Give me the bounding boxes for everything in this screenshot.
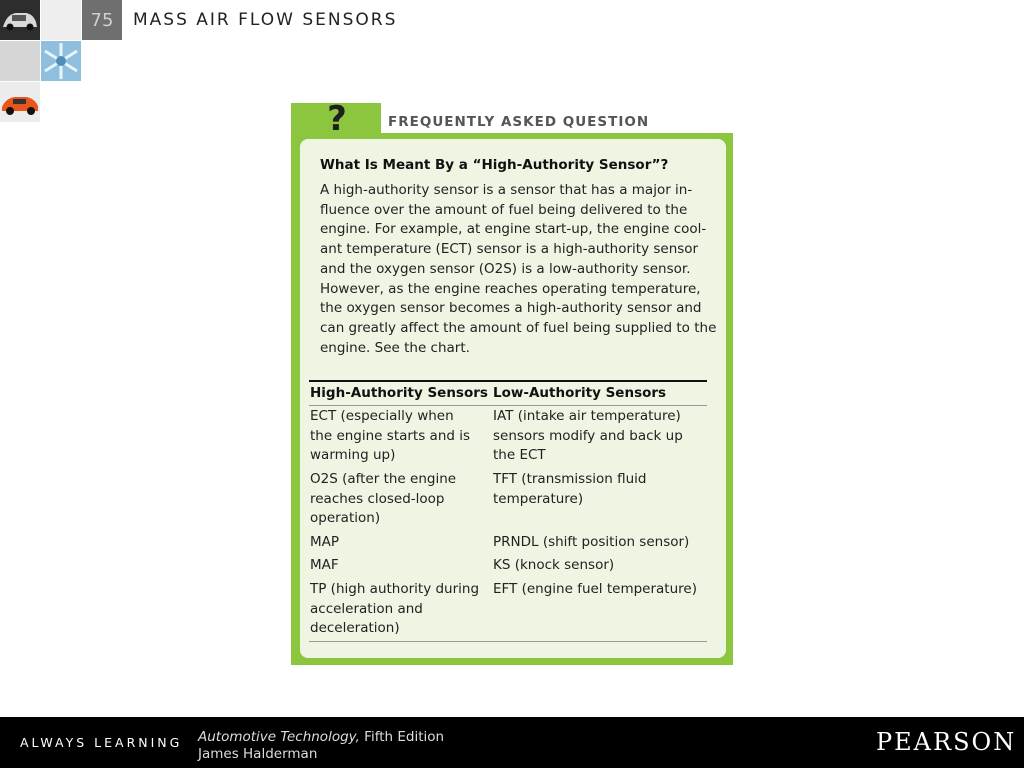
table-cell-low bbox=[493, 407, 683, 466]
body-line: and the oxygen sensor (O2S) is a low-authority sensor. bbox=[320, 260, 691, 277]
cell-line: the engine starts and is bbox=[310, 427, 471, 444]
cell-line: TFT (transmission fluid bbox=[493, 471, 647, 487]
table-header-rule bbox=[309, 405, 707, 406]
table-cell-low bbox=[493, 580, 697, 600]
faq-title: What Is Meant By a “High-Authority Sensor”? bbox=[320, 157, 669, 173]
cell-line: reaches closed-loop bbox=[310, 490, 445, 507]
cell-line: the ECT bbox=[493, 447, 546, 464]
book-author: James Halderman bbox=[198, 746, 318, 762]
table-header-low: Low-Authority Sensors bbox=[493, 385, 667, 401]
table-cell-low bbox=[493, 470, 647, 509]
car-thumbnail-image bbox=[0, 0, 40, 40]
cell-line: MAP bbox=[310, 534, 340, 550]
slide-title: MASS AIR FLOW SENSORS bbox=[133, 10, 398, 30]
faq-header: FREQUENTLY ASKED QUESTION bbox=[388, 114, 650, 130]
slide-number: 75 bbox=[82, 0, 122, 40]
turbine-thumbnail-image bbox=[41, 41, 81, 81]
faq-body bbox=[320, 181, 717, 358]
cell-line: ECT (especially when bbox=[310, 408, 454, 424]
body-line: engine. See the chart. bbox=[320, 339, 470, 356]
body-line: A high-authority sensor is a sensor that has a major in- bbox=[320, 182, 693, 198]
body-line: engine. For example, at engine start-up, the engine cool- bbox=[320, 221, 707, 238]
cell-line: EFT (engine fuel temperature) bbox=[493, 581, 697, 597]
publisher-logo: PEARSON bbox=[876, 728, 1017, 756]
body-line: fluence over the amount of fuel being delivered to the bbox=[320, 201, 688, 218]
cell-line: MAF bbox=[310, 557, 339, 573]
book-title: Automotive Technology, bbox=[198, 729, 360, 745]
cell-line: sensors modify and back up bbox=[493, 427, 683, 444]
cell-line: PRNDL (shift position sensor) bbox=[493, 534, 690, 550]
cell-line: warming up) bbox=[310, 447, 396, 464]
cell-line: acceleration and bbox=[310, 600, 423, 617]
cell-line: deceleration) bbox=[310, 620, 400, 637]
table-bottom-rule bbox=[309, 641, 707, 642]
body-line: ant temperature (ECT) sensor is a high-authority sensor bbox=[320, 241, 699, 258]
table-top-rule bbox=[309, 380, 707, 382]
cell-line: TP (high authority during bbox=[310, 581, 480, 597]
sports-car-thumbnail-image bbox=[0, 82, 40, 122]
table-cell-low bbox=[493, 556, 614, 576]
grey-thumbnail bbox=[0, 41, 40, 81]
footer-tagline: ALWAYS LEARNING bbox=[20, 735, 183, 750]
cell-line: KS (knock sensor) bbox=[493, 557, 615, 573]
table-cell-high bbox=[310, 407, 470, 466]
cell-line: temperature) bbox=[493, 490, 584, 507]
table-cell-low bbox=[493, 533, 689, 553]
body-line: can greatly affect the amount of fuel being supplied to the bbox=[320, 319, 717, 336]
table-cell-high bbox=[310, 556, 339, 576]
cell-line: operation) bbox=[310, 510, 381, 527]
grey-thumbnail bbox=[41, 0, 81, 40]
table-cell-high bbox=[310, 470, 456, 529]
question-mark-icon: ? bbox=[327, 99, 347, 139]
book-title-line bbox=[198, 729, 444, 745]
cell-line: O2S (after the engine bbox=[310, 471, 457, 487]
body-line: However, as the engine reaches operating temperature, bbox=[320, 280, 701, 297]
body-line: the oxygen sensor becomes a high-authority sensor and bbox=[320, 300, 702, 317]
table-cell-high bbox=[310, 580, 479, 639]
cell-line: IAT (intake air temperature) bbox=[493, 408, 681, 424]
book-edition: Fifth Edition bbox=[364, 729, 445, 745]
table-header-high: High-Authority Sensors bbox=[310, 385, 488, 401]
table-cell-high bbox=[310, 533, 339, 553]
